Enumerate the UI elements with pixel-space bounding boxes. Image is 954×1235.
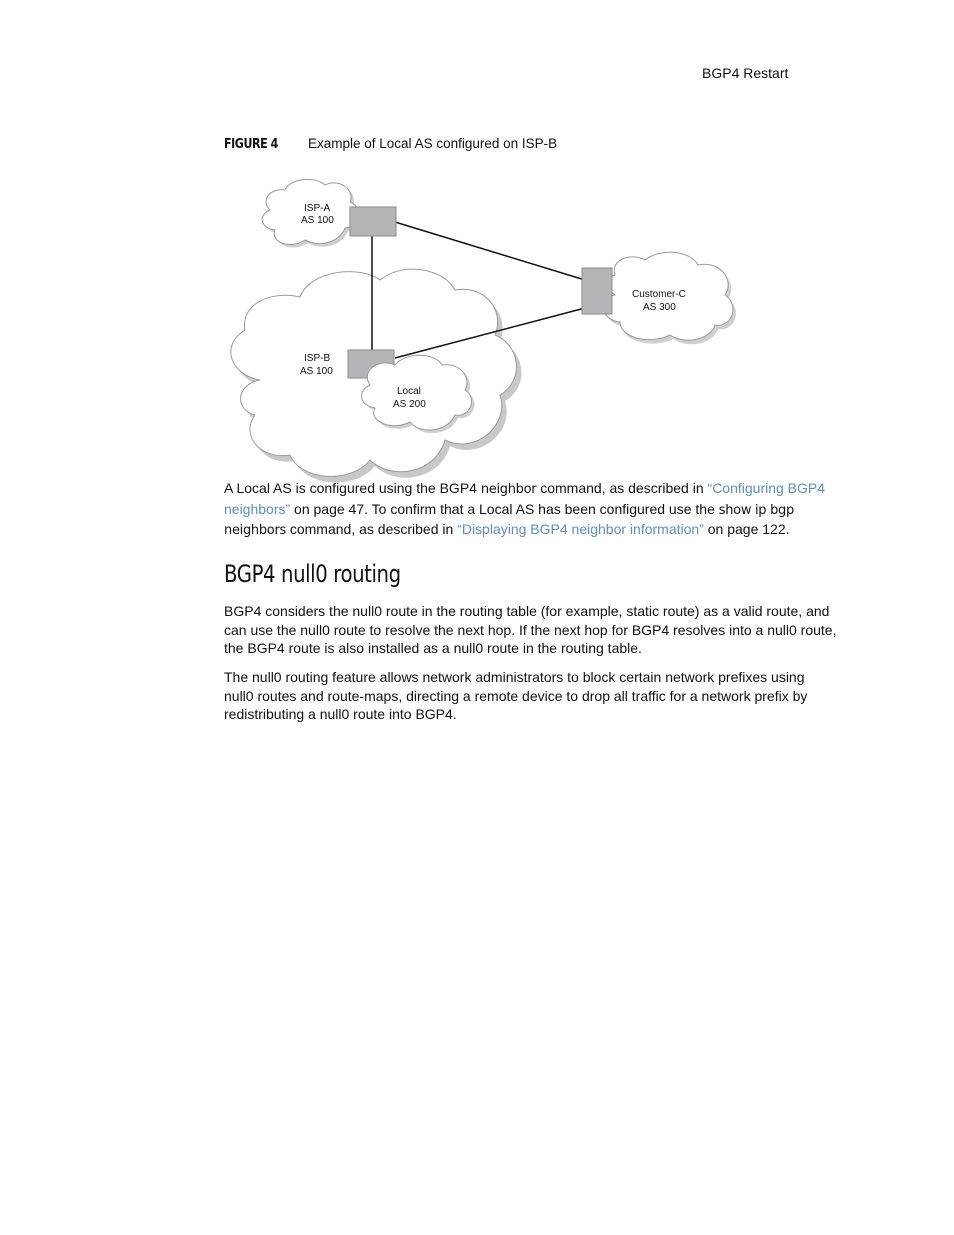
keyword-show-ip-bgp: show ip bgp xyxy=(718,502,794,518)
text-run: on page 122. xyxy=(703,521,790,537)
router-customer-c xyxy=(582,268,612,314)
customer-c-name: Customer-C xyxy=(632,289,686,300)
local-name: Local xyxy=(397,386,421,397)
text-line: the BGP4 route is also installed as a null0 route in the routing table. xyxy=(224,640,642,656)
text-line: null0 routes and route-maps, directing a remote device to drop all traffic for a network prefix by xyxy=(224,687,808,704)
isp-b-name: ISP-B xyxy=(304,353,331,364)
router-isp-a xyxy=(350,207,396,236)
text-line: BGP4 considers the null0 route in the routing table (for example, static route) as a valid route, and xyxy=(224,603,830,619)
text-run: A Local AS is configured using the BGP4 xyxy=(224,480,481,496)
null0-paragraph-2 xyxy=(224,668,874,724)
text-line: The null0 routing feature allows network administrators to block certain network prefixes using xyxy=(224,669,805,685)
text-run: command, as described in xyxy=(536,480,708,496)
figure-title: Example of Local AS configured on ISP-B xyxy=(308,136,558,151)
keyword-neighbor: neighbor xyxy=(480,482,537,497)
figure-caption xyxy=(224,136,557,152)
text-run: command, as described in xyxy=(285,521,458,537)
isp-a-name: ISP-A xyxy=(304,203,331,214)
link-displaying-bgp4-neighbor-information[interactable]: “Displaying BGP4 neighbor information” xyxy=(457,521,704,537)
keyword-neighbors: neighbors xyxy=(224,523,286,538)
customer-c-as: AS 300 xyxy=(643,302,676,313)
text-line: redistributing a null0 route into BGP4. xyxy=(224,706,457,722)
link-configuring-bgp4-neighbors-cont[interactable]: neighbors” xyxy=(224,500,291,517)
figure-label: FIGURE 4 xyxy=(224,137,278,152)
null0-paragraph-1 xyxy=(224,602,874,658)
local-as-paragraph xyxy=(224,479,874,541)
link-configuring-bgp4-neighbors[interactable]: “Configuring BGP4 xyxy=(707,480,826,496)
isp-a-as: AS 100 xyxy=(301,215,334,226)
section-heading: BGP4 null0 routing xyxy=(224,560,401,588)
text-run: on page 47. To confirm that a Local AS has been configured use the xyxy=(290,500,719,517)
local-as: AS 200 xyxy=(393,399,426,410)
isp-b-as: AS 100 xyxy=(300,366,333,377)
network-diagram xyxy=(220,170,750,490)
text-line: can use the null0 route to resolve the next hop. If the next hop for BGP4 resolves into a null0 route, xyxy=(224,621,837,638)
running-header: BGP4 Restart xyxy=(702,65,789,81)
